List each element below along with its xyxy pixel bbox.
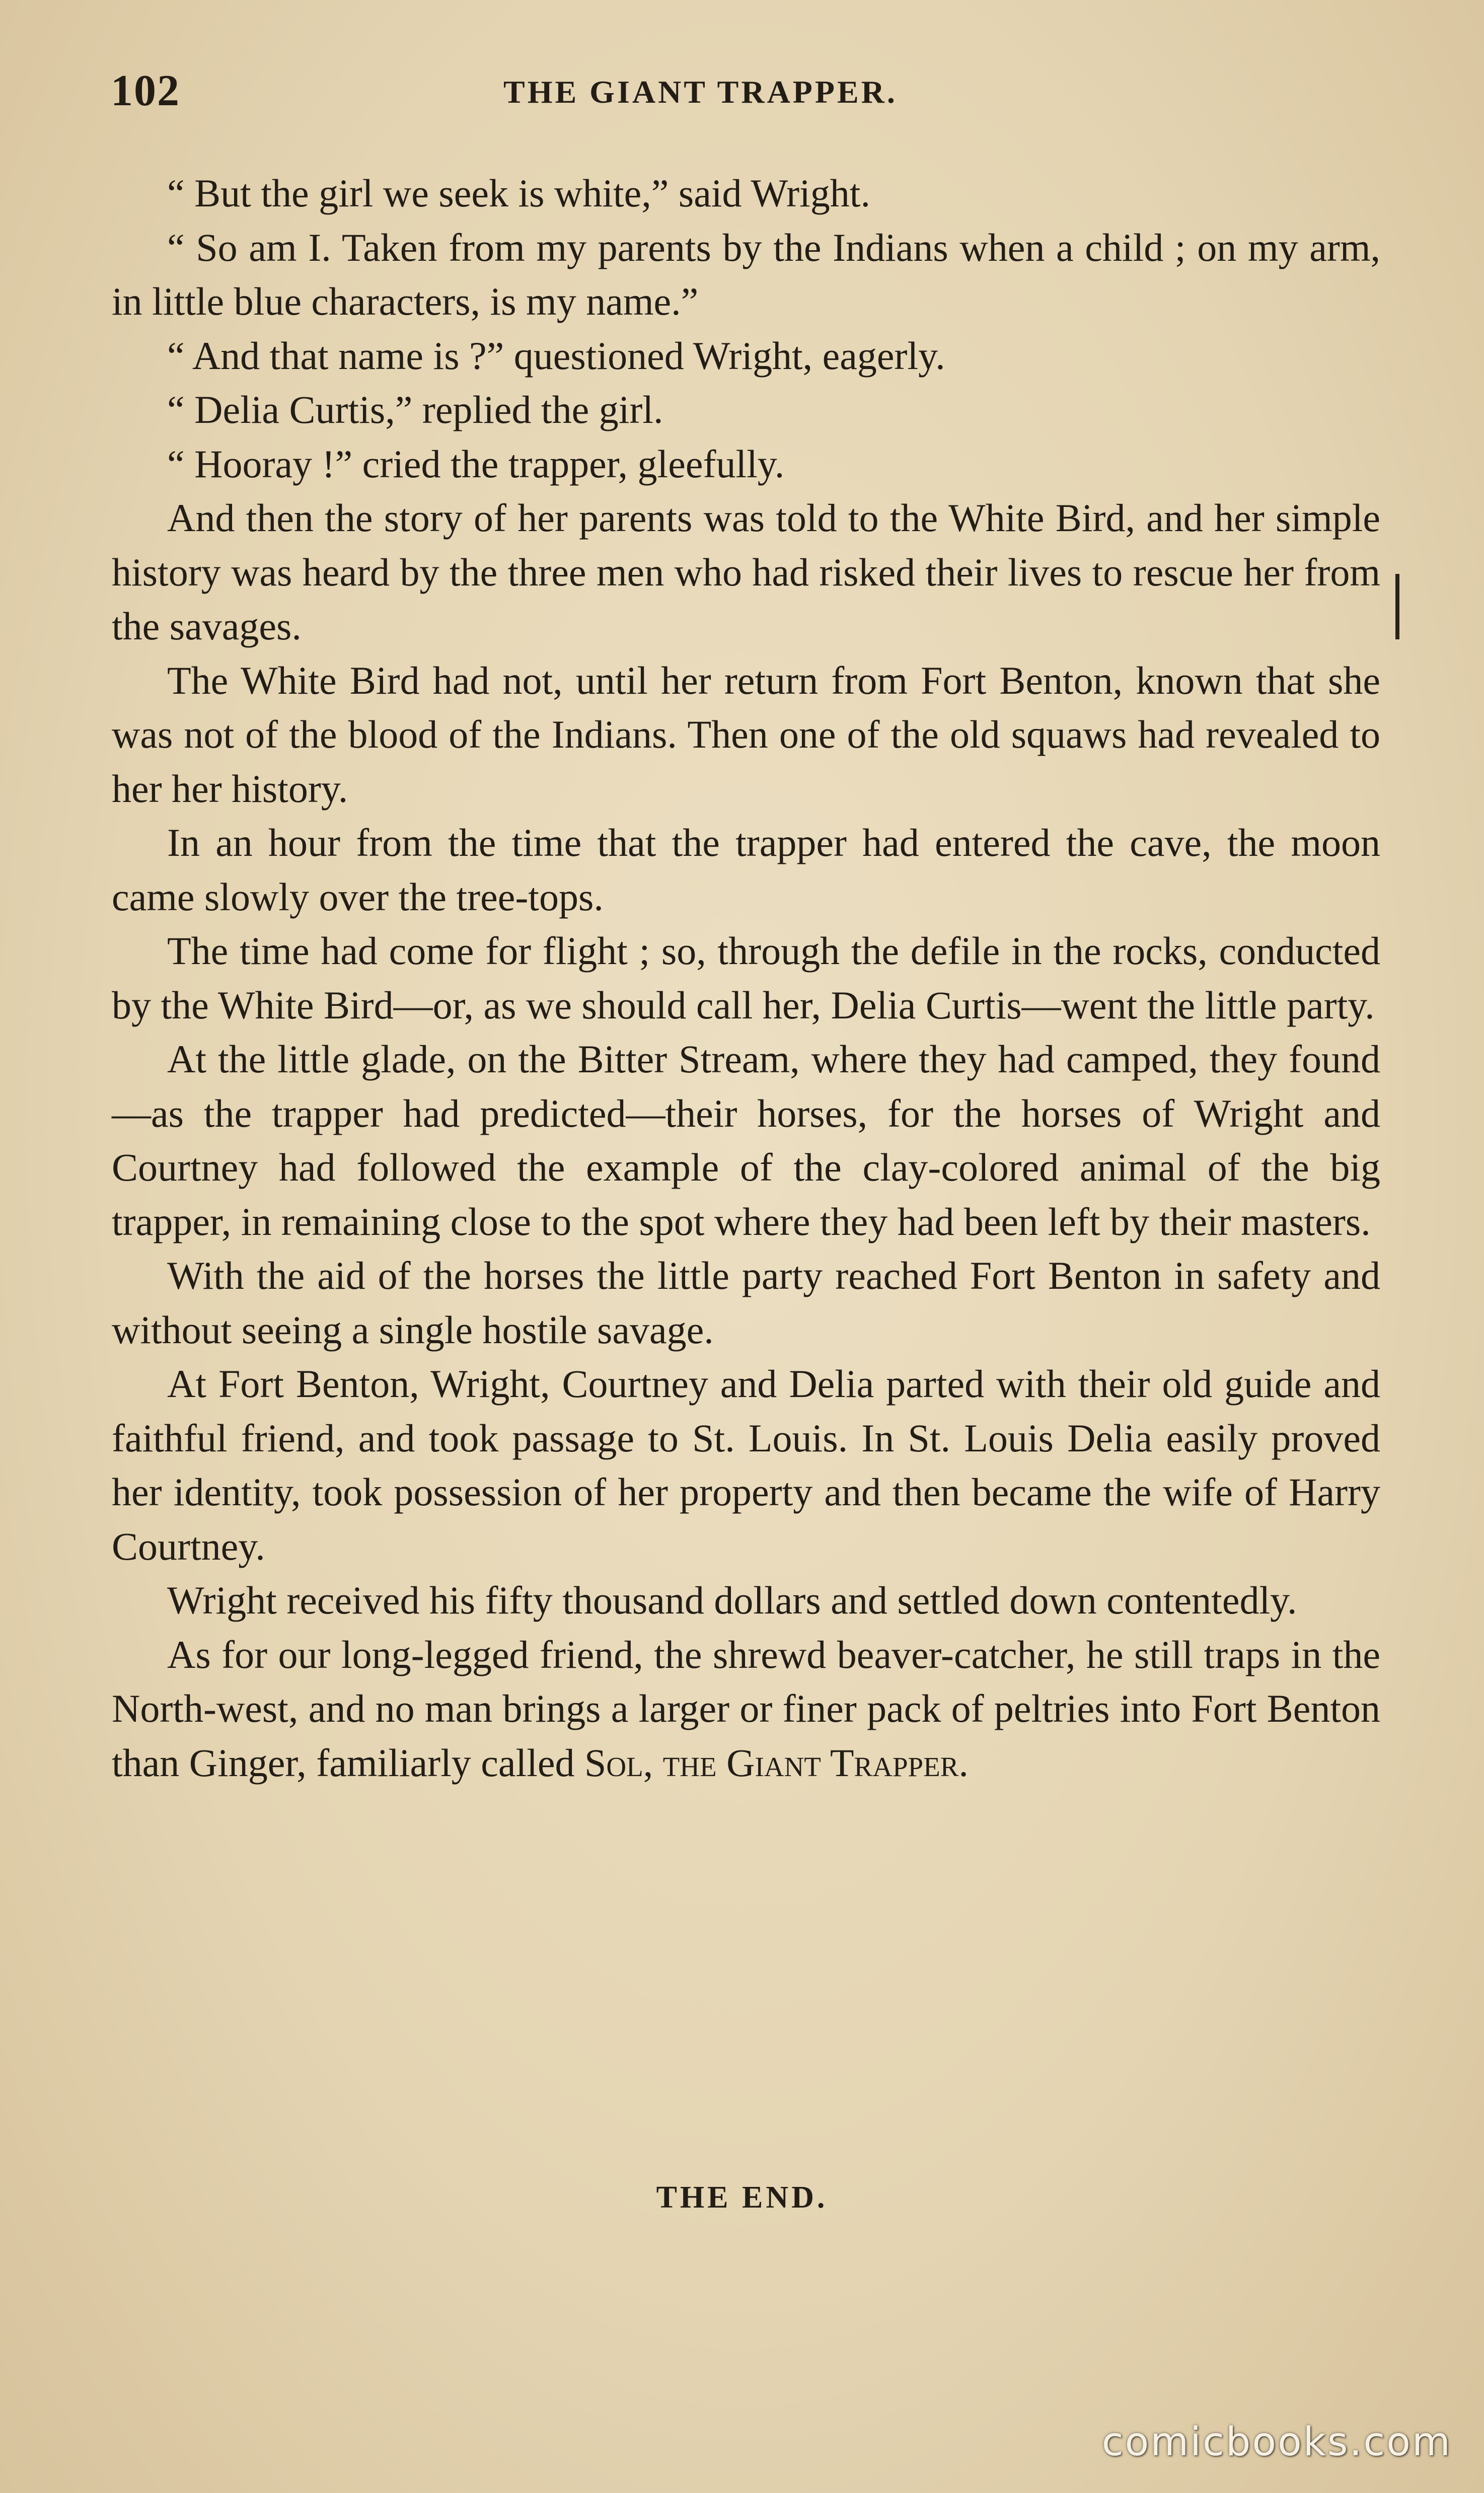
closing-title: Sol, the Giant Trapper. <box>584 1740 969 1785</box>
paragraph: And then the story of her parents was told to the White Bird, and her simple history was heard by the three men who had risked their lives to rescue her from the savages. <box>112 496 1380 648</box>
final-paragraph-text: As for our long-legged friend, the shrewd beaver-catcher, he still traps in the North-west, and no man brings a larger or finer pack of peltries into Fort Benton than Ginger, familiarly called <box>112 1632 1380 1785</box>
paragraph: “ Hooray !” cried the trapper, gleefully. <box>167 442 785 486</box>
the-end: THE END. <box>656 2180 828 2215</box>
page-number: 102 <box>111 66 180 115</box>
paragraph: The White Bird had not, until her return from Fort Benton, known that she was not of the blood of the Indians. Then one of the old squaws had revealed to her her history. <box>112 658 1380 811</box>
paragraph: At the little glade, on the Bitter Stream, where they had camped, they found—as the trapper had predicted—their horses, for the horses of Wright and Courtney had followed the example of the clay-colored animal of the big trapper, in remaining close to the spot where they had been left by their masters. <box>112 1037 1380 1243</box>
paragraph: In an hour from the time that the trapper had entered the cave, the moon came slowly over the tree-tops. <box>112 821 1380 919</box>
paragraph: “ But the girl we seek is white,” said Wright. <box>167 171 870 215</box>
page-body <box>112 166 1380 1790</box>
paragraph: Wright received his fifty thousand dollars and settled down contentedly. <box>167 1578 1297 1622</box>
final-paragraph <box>112 1628 1380 1790</box>
paragraph: “ So am I. Taken from my parents by the Indians when a child ; on my arm, in little blue characters, is my name.” <box>112 225 1380 323</box>
paragraph: At Fort Benton, Wright, Courtney and Delia parted with their old guide and faithful friend, and took passage to St. Louis. In St. Louis Delia easily proved her identity, took possession of her property and then became the wife of Harry Courtney. <box>112 1362 1380 1568</box>
paragraph: The time had come for flight ; so, through the defile in the rocks, conducted by the White Bird—or, as we should call her, Delia Curtis—went the little party. <box>112 929 1380 1027</box>
paragraph: “ Delia Curtis,” replied the girl. <box>167 388 663 431</box>
paragraph: “ And that name is ?” questioned Wright, eagerly. <box>167 333 945 378</box>
ink-mark <box>1395 574 1399 639</box>
watermark: comicbooks.com <box>1101 2419 1452 2465</box>
paragraph: With the aid of the horses the little party reached Fort Benton in safety and without seeing a single hostile savage. <box>112 1254 1380 1352</box>
page-header <box>0 65 1484 126</box>
running-title: THE GIANT TRAPPER. <box>503 74 898 110</box>
